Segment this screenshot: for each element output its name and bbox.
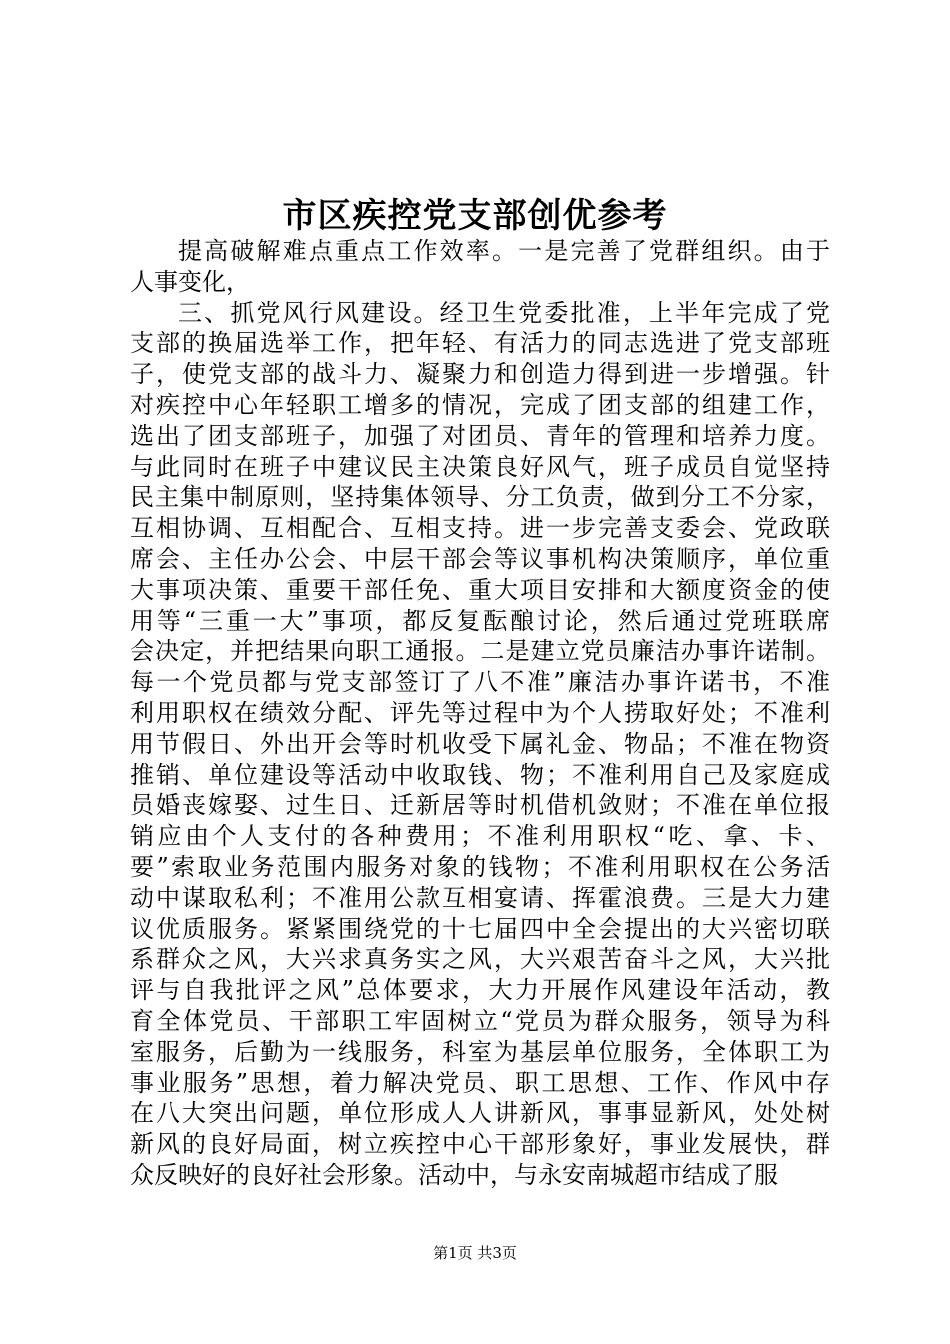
paragraph-line: 提高破解难点重点工作效率。一是完善了党群组织。由于 xyxy=(178,237,830,265)
paragraph-line: 与此同时在班子中建议民主决策良好风气，班子成员自觉坚持 xyxy=(130,452,830,481)
paragraph-line: 系群众之风，大兴求真务实之风，大兴艰苦奋斗之风，大兴批 xyxy=(130,945,830,974)
paragraph-line: 众反映好的良好社会形象。活动中，与永安南城超市结成了服 xyxy=(130,1160,778,1189)
paragraph-line: 对疾控中心年轻职工增多的情况，完成了团支部的组建工作， xyxy=(130,390,830,419)
paragraph-line: 大事项决策、重要干部任免、重大项目安排和大额度资金的使 xyxy=(130,575,830,604)
paragraph-line: 要”索取业务范围内服务对象的钱物；不准利用职权在公务活 xyxy=(130,852,830,881)
paragraph-line: 育全体党员、干部职工牢固树立“党员为群众服务，领导为科 xyxy=(130,1006,830,1035)
paragraph-line: 评与自我批评之风”总体要求，大力开展作风建设年活动，教 xyxy=(130,976,830,1005)
paragraph-line: 会决定，并把结果向职工通报。二是建立党员廉洁办事许诺制。 xyxy=(130,637,830,666)
paragraph-line: 室服务，后勤为一线服务，科室为基层单位服务，全体职工为 xyxy=(130,1037,830,1066)
paragraph-line: 用节假日、外出开会等时机收受下属礼金、物品；不准在物资 xyxy=(130,729,830,758)
paragraph-line: 支部的换届选举工作，把年轻、有活力的同志选进了党支部班 xyxy=(130,329,830,358)
paragraph-line: 每一个党员都与党支部签订了八不准”廉洁办事许诺书，不准 xyxy=(130,668,830,697)
paragraph-line: 议优质服务。紧紧围绕党的十七届四中全会提出的大兴密切联 xyxy=(130,914,830,943)
paragraph-line: 选出了团支部班子，加强了对团员、青年的管理和培养力度。 xyxy=(130,421,830,450)
paragraph-line: 子，使党支部的战斗力、凝聚力和创造力得到进一步增强。针 xyxy=(130,360,830,389)
paragraph-line: 新风的良好局面，树立疾控中心干部形象好，事业发展快，群 xyxy=(130,1130,830,1159)
paragraph-line: 互相协调、互相配合、互相支持。进一步完善支委会、党政联 xyxy=(130,514,830,543)
paragraph-line: 事业服务”思想，着力解决党员、职工思想、工作、作风中存 xyxy=(130,1068,830,1097)
paragraph-line: 用等“三重一大”事项，都反复酝酿讨论，然后通过党班联席 xyxy=(130,606,830,635)
paragraph-line: 推销、单位建设等活动中收取钱、物；不准利用自己及家庭成 xyxy=(130,760,830,789)
paragraph-line: 利用职权在绩效分配、评先等过程中为个人捞取好处；不准利 xyxy=(130,698,830,727)
page-footer: 第1页 共3页 xyxy=(433,1244,517,1262)
paragraph-line: 动中谋取私利；不准用公款互相宴请、挥霍浪费。三是大力建 xyxy=(130,883,830,912)
document-body xyxy=(130,236,830,1191)
paragraph-line: 在八大突出问题，单位形成人人讲新风，事事显新风，处处树 xyxy=(130,1099,830,1128)
paragraph-line: 人事变化， xyxy=(130,267,250,296)
paragraph-line: 销应由个人支付的各种费用；不准利用职权“吃、拿、卡、 xyxy=(130,822,830,851)
paragraph-line: 员婚丧嫁娶、过生日、迁新居等时机借机敛财；不准在单位报 xyxy=(130,791,830,820)
document-title: 市区疾控党支部创优参考 xyxy=(282,196,668,236)
paragraph-line: 席会、主任办公会、中层干部会等议事机构决策顺序，单位重 xyxy=(130,544,830,573)
paragraph-line: 民主集中制原则，坚持集体领导、分工负责，做到分工不分家， xyxy=(130,483,830,512)
paragraph-line: 三、抓党风行风建设。经卫生党委批准，上半年完成了党 xyxy=(178,298,830,327)
